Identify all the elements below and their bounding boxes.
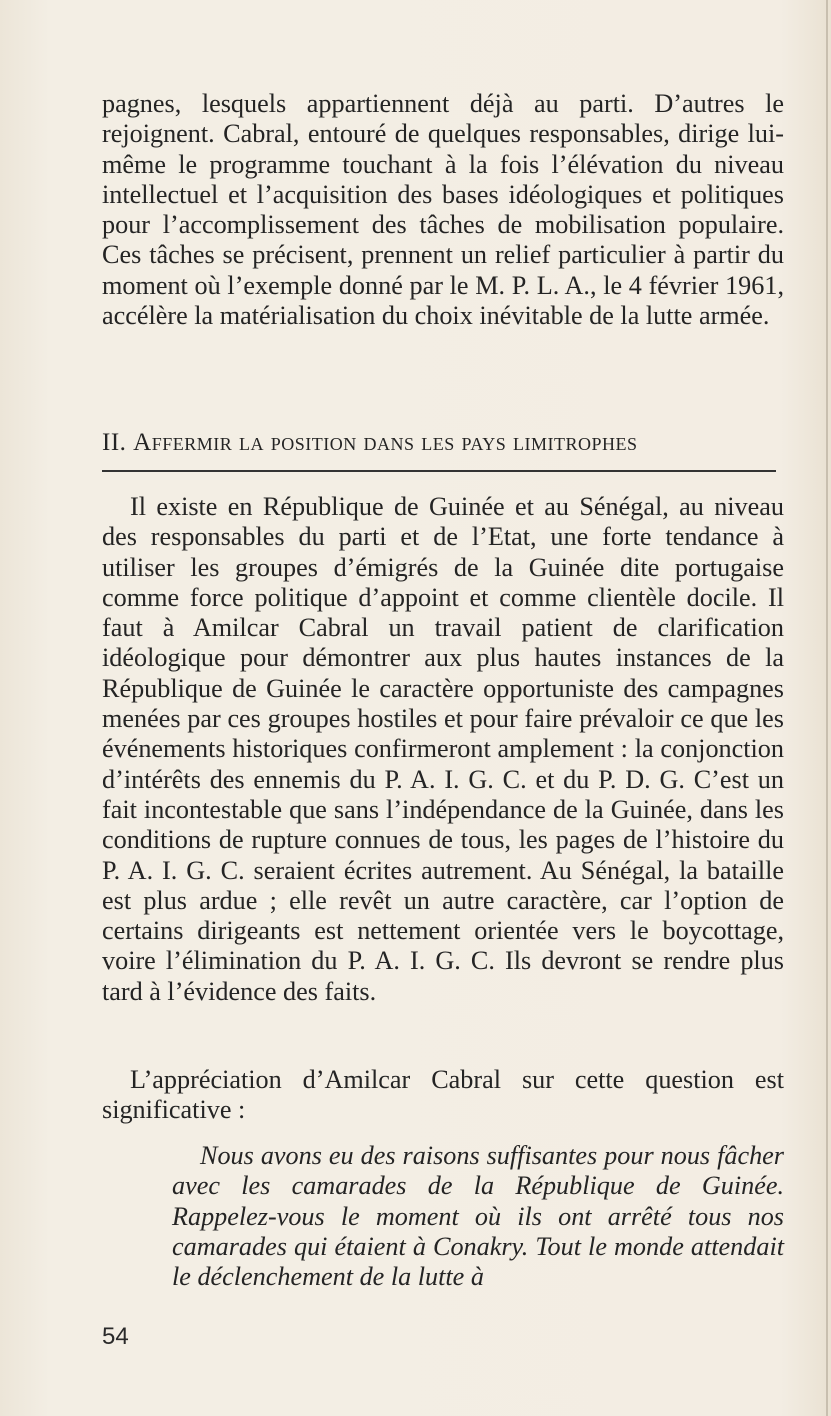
section-heading [102,428,782,458]
heading-underline [102,470,776,472]
section-number: II. [102,429,127,456]
block-quote: Nous avons eu des raisons suffisantes pour nous fâcher avec les camarades de la République de Guinée. Rappelez-vous le moment où ils ont arrêté tous nos camarades qui étaient à Conakry. Tout le monde attendait le déclenchement de la lutte à [172,1141,784,1292]
paragraph-appreciation: L’appréciation d’Amilcar Cabral sur cette question est significative : [102,1065,784,1125]
paragraph-guinee-senegal: Il existe en République de Guinée et au Sénégal, au niveau des responsables du parti et de l’Etat, une forte tendance à utiliser les groupes d’émigrés de la Guinée dite portugaise comme force politique d’appoint et comme clientèle docile. Il faut à Amilcar Cabral un travail patient de clarification idéologique pour démontrer aux plus hautes instances de la République de Guinée le caractère opportuniste des campagnes menées par ces groupes hostiles et pour faire prévaloir ce que les événements historiques confirmeront amplement : la conjonction d’intérêts des ennemis du P. A. I. G. C. et du P. D. G. C’est un fait incontestable que sans l’indépendance de la Guinée, dans les conditions de rupture connues de tous, les pages de l’histoire du P. A. I. G. C. seraient écrites autrement. Au Sénégal, la bataille est plus ardue ; elle revêt un autre caractère, car l’option de certains dirigeants est nettement orientée vers le boycottage, voire l’élimination du P. A. I. G. C. Ils devront se rendre plus tard à l’évidence des faits. [102,492,784,1006]
paragraph-intro: pagnes, lesquels appartiennent déjà au parti. D’autres le rejoignent. Cabral, entouré de quelques responsables, dirige lui-même le programme touchant à la fois l’élévation du niveau intellectuel et l’acquisition des bases idéologiques et politiques pour l’accomplissement des tâches de mobilisation populaire. Ces tâches se précisent, prennent un relief particulier à partir du moment où l’exemple donné par le M. P. L. A., le 4 février 1961, accélère la matérialisation du choix inévitable de la lutte armée. [102,89,784,331]
page-number: 54 [102,1323,129,1350]
page-edge-line [826,0,828,1416]
section-title: Affermir la position dans les pays limitrophes [133,429,638,456]
